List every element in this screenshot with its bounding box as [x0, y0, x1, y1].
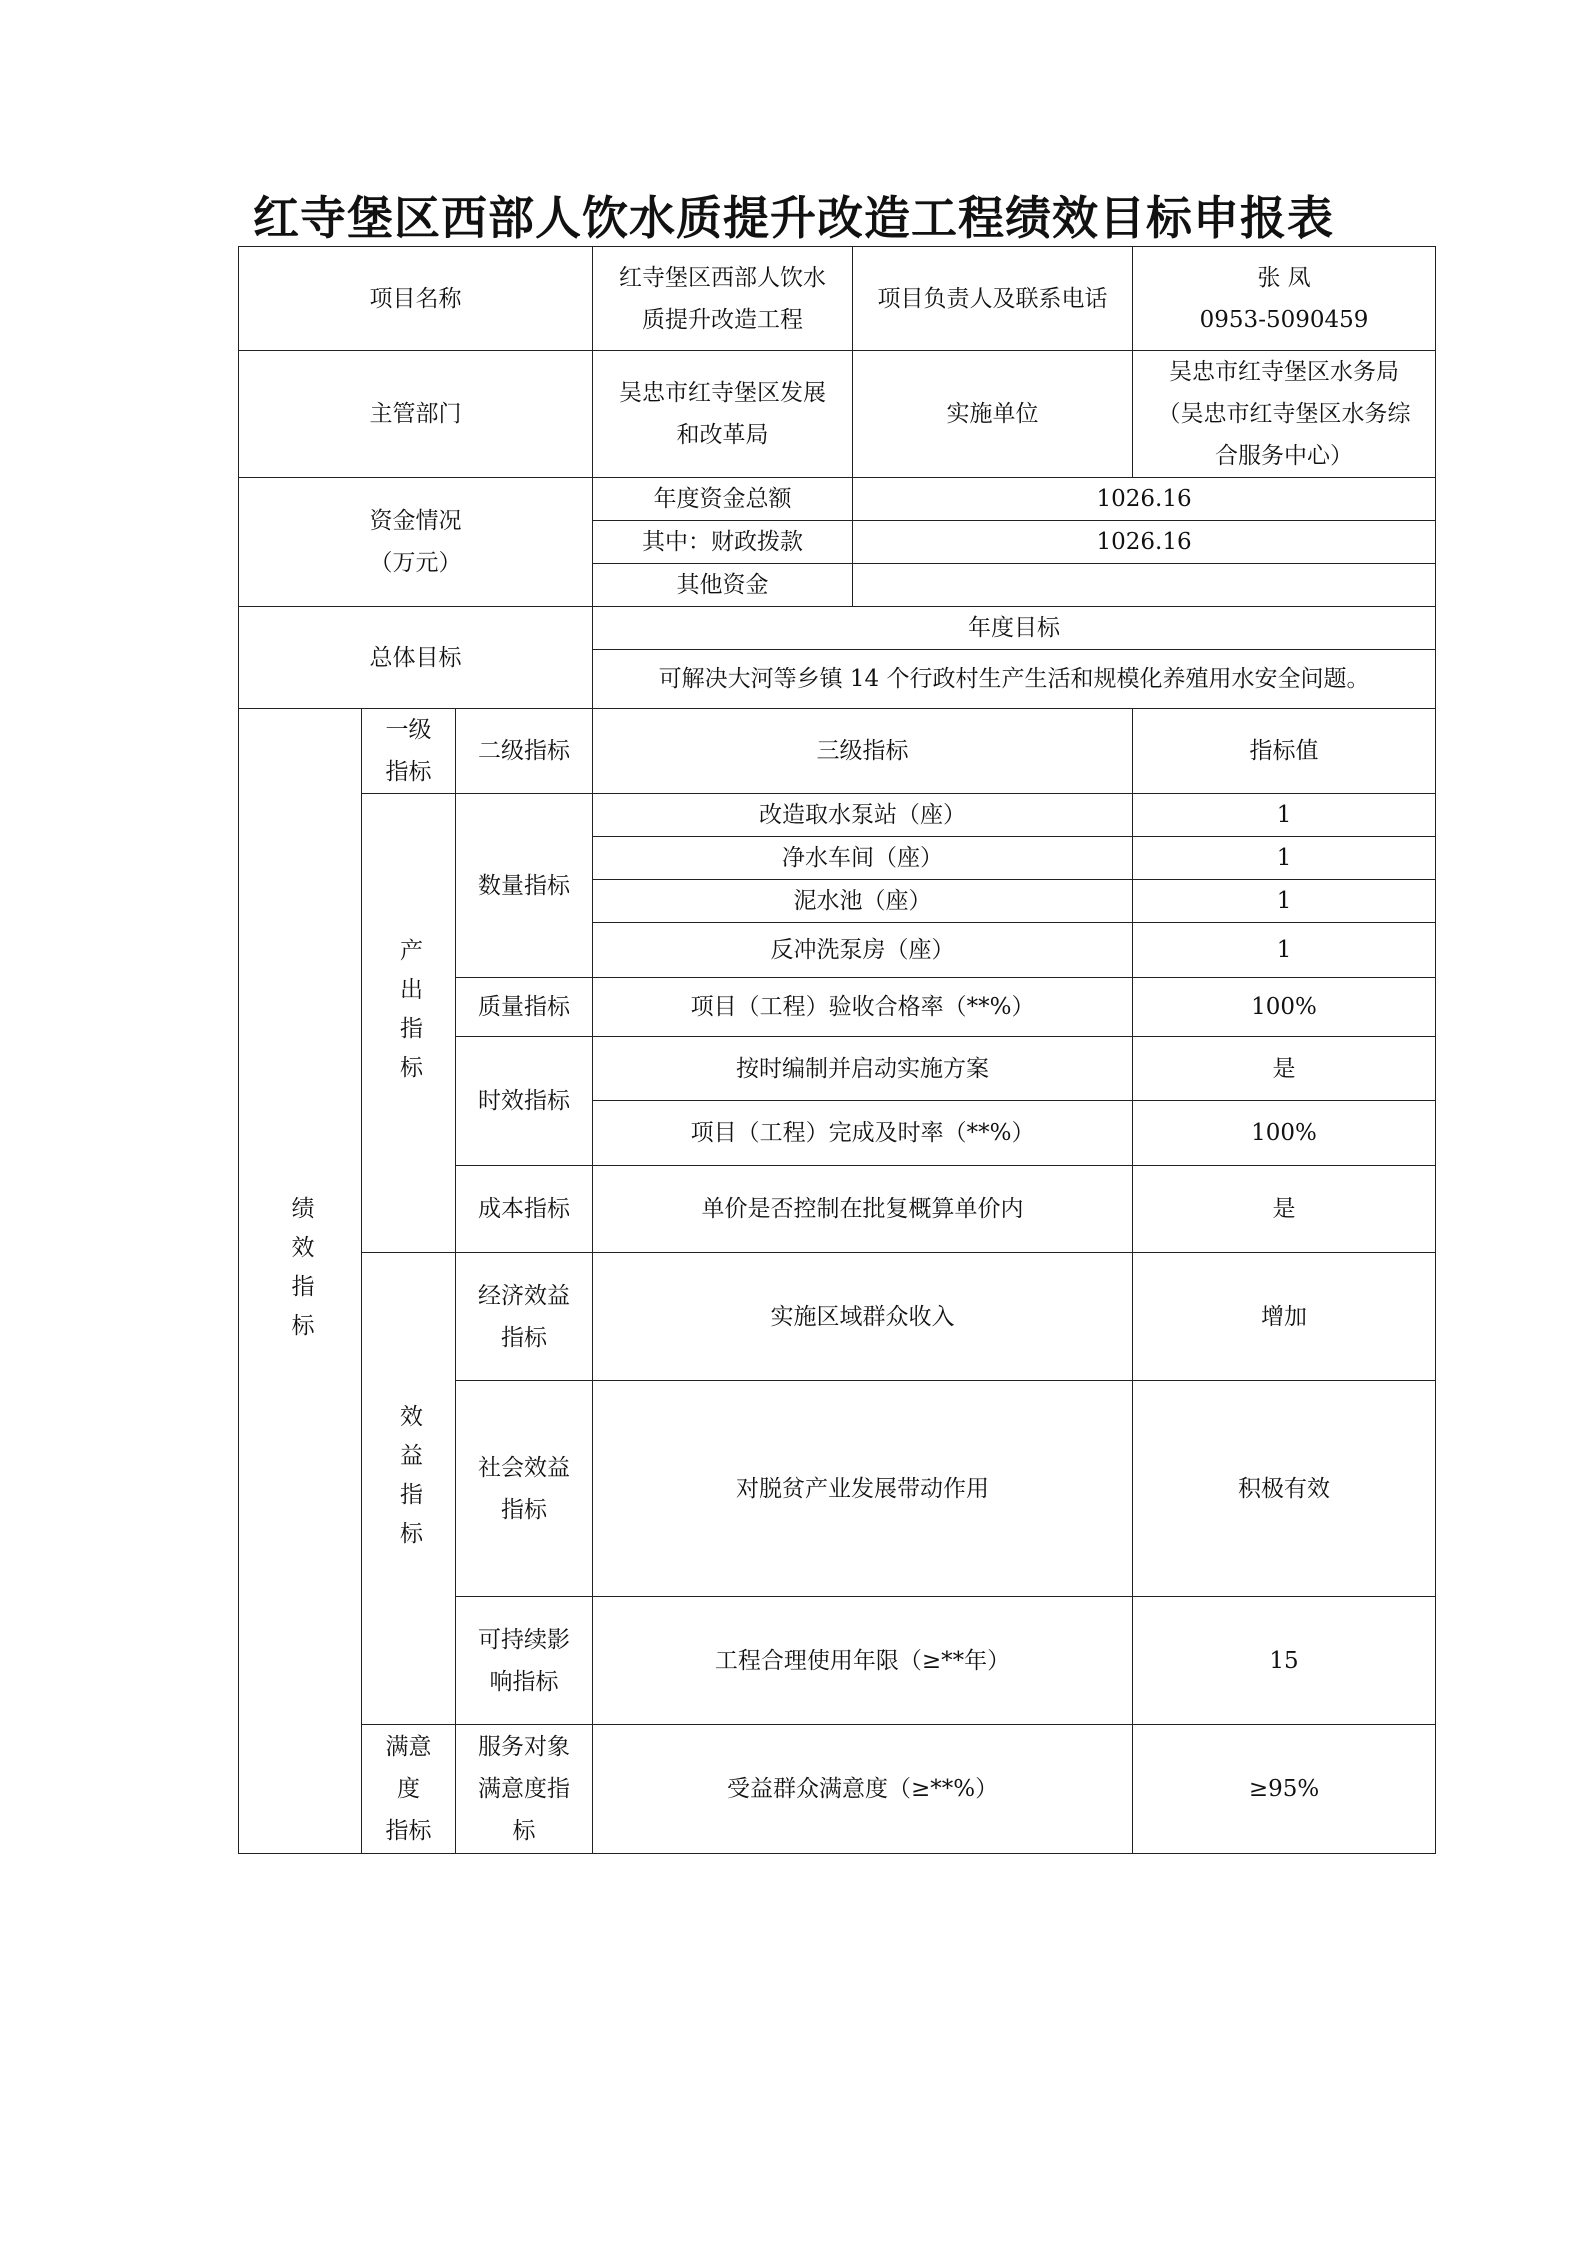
t2-name: 项目（工程）完成及时率（**%）	[593, 1101, 1133, 1166]
leader-phone: 0953-5090459	[1199, 306, 1369, 333]
output-indicator-text: 产出指标	[396, 938, 422, 1094]
benefit-indicator-text: 效益指标	[396, 1403, 422, 1560]
econ-line1: 经济效益	[478, 1282, 571, 1309]
department-line1: 吴忠市红寺堡区发展	[619, 380, 827, 406]
q1-name: 改造取水泵站（座）	[593, 794, 1133, 837]
project-name-line2: 质提升改造工程	[642, 306, 804, 333]
funds-total-value: 1026.16	[853, 478, 1436, 521]
level3-header: 三级指标	[593, 709, 1133, 794]
q3-value: 1	[1133, 880, 1436, 923]
funds-fiscal-label: 其中：财政拨款	[593, 521, 853, 564]
t1-name: 按时编制并启动实施方案	[593, 1037, 1133, 1101]
sustain-indicator-label	[456, 1597, 593, 1725]
department-value	[593, 351, 853, 478]
annual-goal-label: 年度目标	[593, 607, 1436, 650]
econ-indicator-label	[456, 1253, 593, 1381]
level1-header-line2: 指标	[385, 759, 432, 785]
impl-unit-label: 实施单位	[853, 351, 1133, 478]
level1-header-line1: 一级	[385, 717, 432, 743]
q2-name: 净水车间（座）	[593, 837, 1133, 880]
t1-value: 是	[1133, 1037, 1436, 1101]
service-line1: 服务对象	[478, 1734, 571, 1760]
funds-other-value	[853, 564, 1436, 607]
social-name: 对脱贫产业发展带动作用	[593, 1381, 1133, 1597]
cost-name: 单价是否控制在批复概算单价内	[593, 1166, 1133, 1253]
service-line2: 满意度指	[478, 1776, 571, 1802]
satisfaction-indicator-label	[362, 1725, 456, 1854]
impl-line2: （吴忠市红寺堡区水务综	[1157, 401, 1411, 427]
funds-total-label: 年度资金总额	[593, 478, 853, 521]
quality-indicator-label: 质量指标	[456, 978, 593, 1037]
econ-line2: 指标	[501, 1324, 548, 1351]
q4-value: 1	[1133, 923, 1436, 978]
social-value: 积极有效	[1133, 1381, 1436, 1597]
satisf-name: 受益群众满意度（≥**%）	[593, 1725, 1133, 1854]
satisf-line2: 度	[397, 1776, 420, 1802]
project-leader-value	[1133, 247, 1436, 351]
funds-label-line1: 资金情况	[369, 508, 462, 534]
goal-label: 总体目标	[239, 607, 593, 709]
quality-name: 项目（工程）验收合格率（**%）	[593, 978, 1133, 1037]
q1-value: 1	[1133, 794, 1436, 837]
value-header: 指标值	[1133, 709, 1436, 794]
q4-name: 反冲洗泵房（座）	[593, 923, 1133, 978]
quality-value: 100%	[1133, 978, 1436, 1037]
department-line2: 和改革局	[676, 422, 769, 448]
cost-indicator-label: 成本指标	[456, 1166, 593, 1253]
funds-other-label: 其他资金	[593, 564, 853, 607]
funds-label	[239, 478, 593, 607]
leader-name: 张 凤	[1257, 264, 1311, 291]
level1-header	[362, 709, 456, 794]
q2-value: 1	[1133, 837, 1436, 880]
project-name-value	[593, 247, 853, 351]
level2-header: 二级指标	[456, 709, 593, 794]
annual-goal-text: 可解决大河等乡镇 14 个行政村生产生活和规模化养殖用水安全问题。	[593, 650, 1436, 709]
page-title: 红寺堡区西部人饮水质提升改造工程绩效目标申报表	[253, 191, 1334, 245]
sustain-line1: 可持续影	[478, 1626, 571, 1653]
sustain-name: 工程合理使用年限（≥**年）	[593, 1597, 1133, 1725]
performance-form-table	[238, 246, 1436, 1854]
project-leader-label: 项目负责人及联系电话	[853, 247, 1133, 351]
output-indicator-label	[362, 794, 456, 1253]
department-label: 主管部门	[239, 351, 593, 478]
satisf-line3: 指标	[385, 1818, 432, 1844]
project-name-label: 项目名称	[239, 247, 593, 351]
impl-unit-value	[1133, 351, 1436, 478]
q3-name: 泥水池（座）	[593, 880, 1133, 923]
satisf-value: ≥95%	[1133, 1725, 1436, 1854]
funds-label-line2: （万元）	[369, 550, 462, 576]
social-indicator-label	[456, 1381, 593, 1597]
funds-fiscal-value: 1026.16	[853, 521, 1436, 564]
econ-name: 实施区域群众收入	[593, 1253, 1133, 1381]
impl-line1: 吴忠市红寺堡区水务局	[1169, 359, 1400, 385]
perf-label-text: 绩效指标	[287, 1196, 314, 1352]
timeliness-indicator-label: 时效指标	[456, 1037, 593, 1166]
project-name-line1: 红寺堡区西部人饮水	[619, 264, 827, 291]
quantity-indicator-label: 数量指标	[456, 794, 593, 978]
sustain-line2: 响指标	[489, 1668, 559, 1695]
service-line3: 标	[512, 1818, 536, 1844]
econ-value: 增加	[1133, 1253, 1436, 1381]
benefit-indicator-label	[362, 1253, 456, 1725]
satisf-line1: 满意	[385, 1734, 432, 1760]
service-indicator-label	[456, 1725, 593, 1854]
perf-label	[239, 709, 362, 1854]
t2-value: 100%	[1133, 1101, 1436, 1166]
sustain-value: 15	[1133, 1597, 1436, 1725]
social-line1: 社会效益	[478, 1454, 571, 1481]
impl-line3: 合服务中心）	[1215, 443, 1354, 469]
cost-value: 是	[1133, 1166, 1436, 1253]
social-line2: 指标	[501, 1496, 548, 1523]
